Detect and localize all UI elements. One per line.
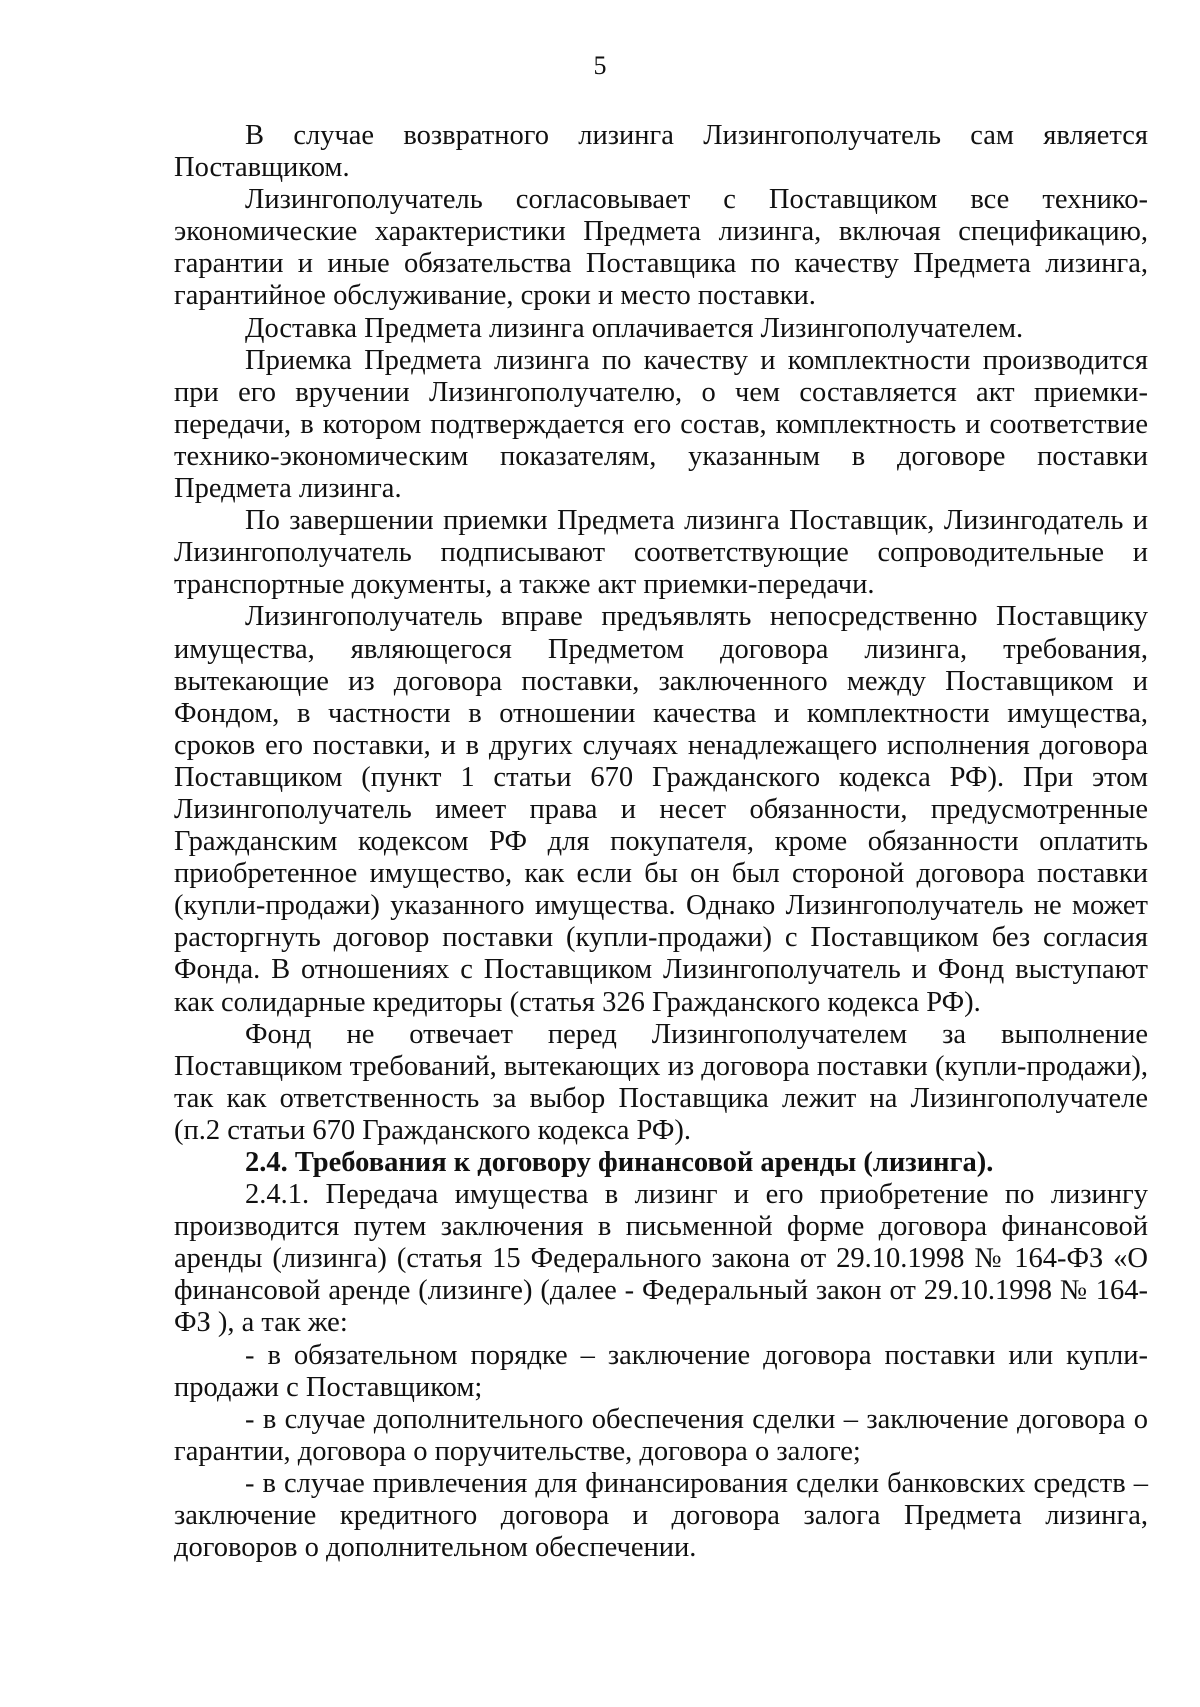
paragraph-2-4-1: 2.4.1. Передача имущества в лизинг и его приобретение по лизингу производится путем заключения в письменной форме договора финансовой аренды (лизинга) (статья 15 Федерального закона от 29.10.1998 № 164-ФЗ «О финансовой аренде (лизинге) (далее - Федеральный закон от 29.10.1998 № 164-ФЗ ), а так же: xyxy=(174,1179,1148,1339)
paragraph-fund-liability: Фонд не отвечает перед Лизингополучателем за выполнение Поставщиком требований, вытекающих из договора поставки (купли-продажи), так как ответственность за выбор Поставщика лежит на Лизингополучателе (п.2 статьи 670 Гражданского кодекса РФ). xyxy=(174,1018,1148,1146)
list-item-supply-contract: - в обязательном порядке – заключение договора поставки или купли-продажи с Поставщиком; xyxy=(174,1339,1148,1403)
paragraph-lessee-rights: Лизингополучатель вправе предъявлять непосредственно Поставщику имущества, являющегося Предметом договора лизинга, требования, вытекающие из договора поставки, заключенного между Поставщиком и Фондом, в частности в отношении качества и комплектности имущества, сроков его поставки, и в других случаях ненадлежащего исполнения договора Поставщиком (пункт 1 статьи 670 Гражданского кодекса РФ). При этом Лизингополучатель имеет права и несет обязанности, предусмотренные Гражданским кодексом РФ для покупателя, кроме обязанности оплатить приобретенное имущество, как если бы он был стороной договора поставки (купли-продажи) указанного имущества. Однако Лизингополучатель не может расторгнуть договор поставки (купли-продажи) с Поставщиком без согласия Фонда. В отношениях с Поставщиком Лизингополучатель и Фонд выступают как солидарные кредиторы (статья 326 Гражданского кодекса РФ). xyxy=(174,601,1148,1018)
list-item-additional-security: - в случае дополнительного обеспечения сделки – заключение договора о гарантии, договора о поручительстве, договора о залоге; xyxy=(174,1403,1148,1467)
paragraph-specifications: Лизингополучатель согласовывает с Поставщиком все технико-экономические характеристики Предмета лизинга, включая спецификацию, гарантии и иные обязательства Поставщика по качеству Предмета лизинга, гарантийное обслуживание, сроки и место поставки. xyxy=(174,184,1148,312)
paragraph-signing-documents: По завершении приемки Предмета лизинга Поставщик, Лизингодатель и Лизингополучатель подписывают соответствующие сопроводительные и транспортные документы, а также акт приемки-передачи. xyxy=(174,505,1148,601)
document-body xyxy=(174,120,1148,1564)
section-heading-2-4: 2.4. Требования к договору финансовой аренды (лизинга). xyxy=(245,1147,994,1178)
list-item-bank-financing: - в случае привлечения для финансирования сделки банковских средств – заключение кредитного договора и договора залога Предмета лизинга, договоров о дополнительном обеспечении. xyxy=(174,1467,1148,1564)
paragraph-acceptance: Приемка Предмета лизинга по качеству и комплектности производится при его вручении Лизингополучателю, о чем составляется акт приемки-передачи, в котором подтверждается его состав, комплектность и соответствие технико-экономическим показателям, указанным в договоре поставки Предмета лизинга. xyxy=(174,344,1148,505)
paragraph-return-leasing: В случае возвратного лизинга Лизингополучатель сам является Поставщиком. xyxy=(174,120,1148,184)
page-number: 5 xyxy=(593,51,607,80)
paragraph-delivery-payment: Доставка Предмета лизинга оплачивается Лизингополучателем. xyxy=(245,312,1024,344)
